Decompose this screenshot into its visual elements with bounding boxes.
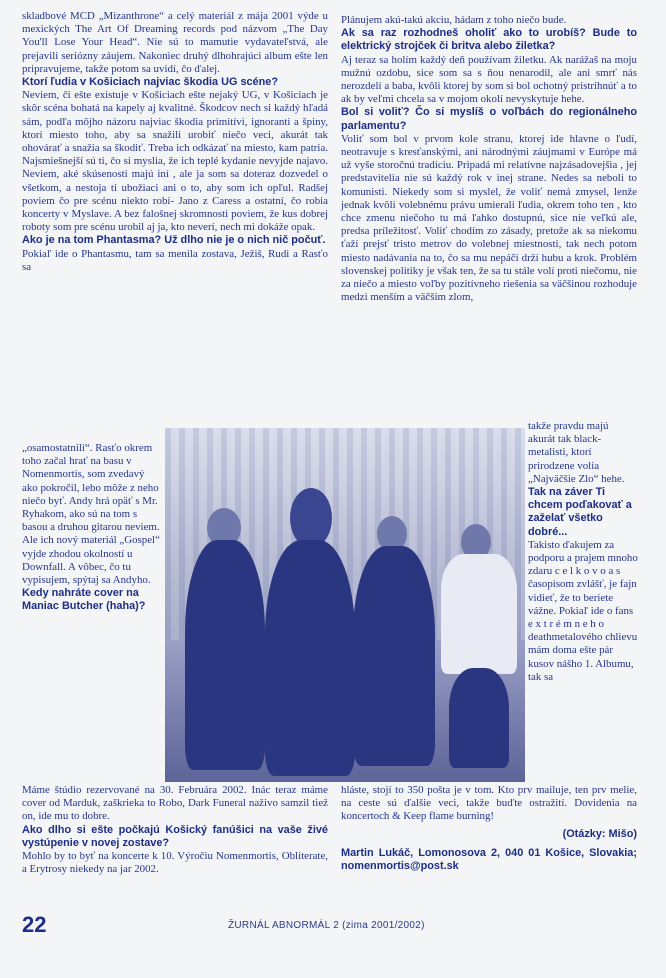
question: Ktorí ľudia v Košiciach najviac škodia UG scéne? xyxy=(22,76,278,89)
band-member xyxy=(185,540,265,770)
credit: (Otázky: Mišo) xyxy=(562,827,637,840)
right-column xyxy=(341,14,637,304)
paragraph: Mohlo by to byť na koncerte k 10. Výročiu Nomenmortis, Obliterate, a Erytrosy niekedy na jar 2002. xyxy=(22,850,328,876)
paragraph: Neviem, či ešte existuje v Košiciach ešte nejaký UG, v Košiciach je skôr scéna bohatá na kapely aj kvalitné. Škodcov nech si každý hľadá sám, podľa môjho názoru najviac škodia primitívi, ignoranti a špiny, ktorí miesto toho, aby sa snažili urobiť niečo veci, akurát tak ohovárať a snažia sa škodiť. Treba ich odkázať na miesto, kam patria. Najsmiešnejší sú ti, čo si myslia, že ich teplé kydanie nevyjde najavo. Neviem, aké skúsenosti majú iní , ale ja som sa doteraz dozvedel o všetkom, a nestoja ti ubožiaci ani o to, aby som ich opľul. Radšej poviem čo pre scénu niekto robí- Jano z Caress a ostatní, čo robia koncerty v Myslave. A bez falošnej skromnosti poviem, že kus dobrej roboty som pre scénu urobil aj ja, kto neverí, nech mi dokáže opak. xyxy=(22,89,328,234)
paragraph: Plánujem akú-takú akciu, hádam z toho niečo bude. xyxy=(341,14,567,26)
paragraph: „osamostatnili“. Rasťo okrem toho začal hrať na basu v Nomenmortis, som zvedavý ako pokročil, lebo môže z neho niečo byť. Andy hrá opäť s Mr. Ryhakom, ako sú na tom s basou a druhou gitarou neviem. Ale ich nový materiál „Gospel“ vyjde zhodou okolností u Downfall. A vôbec, čo tu vypisujem, spýtaj sa Andyho. xyxy=(22,442,160,587)
paragraph: hláste, stojí to 350 pošta je v tom. Kto prv mailuje, ten prv melie, na ceste sú ďalšie veci, takže buďte ostražití. Dovidenia na koncertoch & Keep flame burning! xyxy=(341,784,637,823)
question: Bol si voliť? Čo si myslíš o voľbách do regionálneho parlamentu? xyxy=(341,106,637,132)
band-photo xyxy=(165,428,525,782)
question: Kedy nahráte cover na Maniac Butcher (haha)? xyxy=(22,587,146,613)
paragraph: Voliť som bol v prvom kole stranu, ktorej ide hlavne o ľudí, neotravuje s kresťanskými, ani národnými záujmami v Európe má už vyše storočnú tradíciu. Pripadá mi relatívne najzásadovejšia , jej predstavitelia nie sú každý rok v inej strane. Nedes sa neboli to komunisti. Niekedy som si myslel, že voliť nemá zmysel, lenže jednak kvôli volebnému právu umierali ľudia, okrem toho ten , kto chce zmenu niečoho tu má ľahko dostupnú, sice nie veľkú ale, predsa príležitosť. Voliť chodím zo zásady, pretože ak sa niekomu ťaží prejsť tristo metrov do volebnej miestnosti, tak nech potom miesto nadávania na to, čo sa mu nepáči drží hubu a krok. Problém slovenskej politiky je však ten, že sa tu stále volí proti niečomu, nie za niečo a miesto voľby pozitívneho riešenia sa väčšinou rozhoduje medzi menším a väčším zlom, xyxy=(341,132,637,304)
question: Ak sa raz rozhodneš oholiť ako to urobíš? Bude to elektrický strojček či britva alebo žiletka? xyxy=(341,27,637,53)
question: Ako dlho si ešte počkajú Košický fanúšici na vaše živé vystúpenie v novej zostave? xyxy=(22,823,328,849)
signature: Martin Lukáč, Lomonosova 2, 040 01 Košice, Slovakia; nomenmortis@post.sk xyxy=(341,846,637,873)
band-member xyxy=(449,668,509,768)
band-member-head xyxy=(290,488,332,548)
paragraph: skladbové MCD „Mizanthrone“ a celý materiál z mája 2001 výde u mexických The Art Of Dreaming records pod názvom „The Day You'll Lose Your Head“. Nie sú to mamutie vydavateľstvá, ale prejavili seriózny záujem. Nakoniec druhý dlhohrajúci album ešte len pripravujeme, takže potom sa uvidí, čo ďalej. xyxy=(22,10,328,75)
right-bottom-column xyxy=(341,784,637,873)
paragraph: Aj teraz sa holím každý deň používam žiletku. Ak narážaš na moju mužnú ozdobu, sice som sa s ňou nenarodil, ale ani smrť nás nerozdelí a baba, kvôli ktorej by som si bol ochotný pristrihnúť a to ak by veľmi chcela sa v mojom okolí nevyskytuje hehe. xyxy=(341,53,637,106)
left-bottom-column xyxy=(22,784,328,876)
left-wrap-column xyxy=(22,442,160,614)
band-member xyxy=(353,546,435,766)
right-wrap-column xyxy=(528,420,638,684)
paragraph: Pokiaľ ide o Phantasmu, tam sa menila zostava, Ježiš, Rudi a Rasťo sa xyxy=(22,247,328,273)
band-member-shirt xyxy=(441,554,517,674)
paragraph: takže pravdu majú akurát tak black-metalisti, ktorí prirodzene volia „Najväčšie Zlo“ hehe. xyxy=(528,420,625,485)
question: Ako je na tom Phantasma? Už dlho nie je o nich nič počuť. xyxy=(22,234,326,247)
magazine-title: ŽURNÁL ABNORMÁL 2 (zima 2001/2002) xyxy=(228,920,425,931)
page-number: 22 xyxy=(22,912,47,937)
paragraph: Takisto ďakujem za podporu a prajem mnoho zdaru c e l k o v o a s časopisom zvlášť, je fajn vidieť, že to beriete vážne. Pokiaľ ide o fans e x t r é m n e h o deathmetalového chlievu mám doma ešte pár kusov nášho 1. Albumu, tak sa xyxy=(528,538,638,683)
left-column xyxy=(22,10,328,274)
question: Tak na záver Ti chcem poďakovať a zaželať všetko dobré... xyxy=(528,486,632,538)
paragraph: Máme štúdio rezervované na 30. Februára 2002. Inác teraz máme cover od Marduk, zaškrieka to Robo, Dark Funeral naživo samzil tiež on, ide mu to dobre. xyxy=(22,784,328,823)
band-member xyxy=(265,540,355,776)
